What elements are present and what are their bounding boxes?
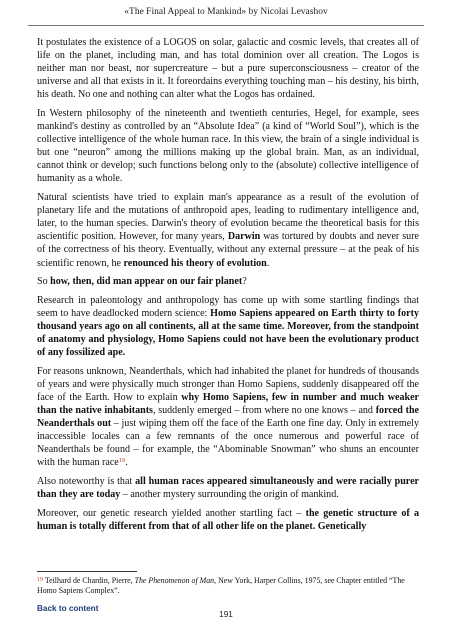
body-text	[37, 36, 419, 538]
paragraph-text: .	[266, 257, 270, 269]
body-paragraph	[37, 294, 419, 359]
running-header: «The Final Appeal to Mankind» by Nicolai Levashov	[124, 7, 328, 17]
paragraph-text: .	[125, 457, 128, 469]
paragraph-text: – just wiping them off the face of the Earth one fine day. Only in extremely inaccessible locales can a few remnants of the once numerous and powerful race of Neanderthals be found – for example, the “Abominable Snowman” who shuns an encounter with the human race	[37, 418, 419, 469]
footnote-book-title: The Phenomenon of Man	[134, 576, 215, 585]
header-divider	[28, 25, 424, 26]
paragraph-text: Research in paleontology and anthropology has come up with some startling findings that seem to have deadlocked modern science:	[37, 294, 419, 319]
paragraph-text: Also noteworthy is that	[37, 475, 136, 487]
body-paragraph	[37, 275, 419, 288]
page-number: 191	[219, 610, 233, 619]
emphasized-text: why Homo Sapiens, few in number and much weaker than the native inhabitants	[37, 391, 420, 416]
paragraph-text: Moreover, our genetic research yielded another startling fact –	[37, 507, 306, 519]
footnote-text-before: Teilhard de Chardin, Pierre,	[43, 576, 135, 585]
emphasized-text: Homo Sapiens appeared on Earth thirty to forty thousand years ago on all continents, all at the same time. Moreover, from the standpoint of anatomy and physiology, Homo Sapiens could not have been the evolutionary product of any fossilized ape.	[37, 307, 419, 359]
body-paragraph	[37, 365, 419, 470]
emphasized-text: renounced his theory of evolution	[123, 257, 267, 269]
footnote-text-after: , New York, Harper Collins, 1975, see Chapter entitled “The Homo Sapiens Complex”.	[37, 576, 405, 595]
body-paragraph	[37, 507, 419, 533]
footnote-mark: 19	[37, 577, 43, 583]
body-paragraph	[37, 36, 419, 101]
emphasized-text: how, then, did man appear on our fair planet	[50, 276, 243, 288]
emphasized-text: forced the Neanderthals out	[37, 404, 419, 430]
body-paragraph	[37, 191, 419, 270]
paragraph-text: was tortured by doubts and never sure of the correctness of his theory. Eventually, without any external pressure – at the peak of his scientific renown, he	[37, 231, 419, 269]
footnote-reference[interactable]: 19	[118, 457, 126, 465]
paragraph-text: , suddenly emerged – from where no one knows – and	[152, 404, 376, 416]
emphasized-text: the genetic structure of a human is totally different from that of all other life on the planet. Genetically	[37, 507, 420, 532]
paragraph-text: Natural scientists have tried to explain man's appearance as a result of the evolution of planetary life and the mutations of anthropoid apes, leading to rudimentary intelligence and, later, to the human species. Darwin's theory of evolution became the theoretical basis for this ascientific position. However, for many years,	[37, 192, 419, 243]
paragraph-text: So	[37, 276, 51, 288]
footnote	[37, 575, 419, 596]
body-paragraph	[37, 475, 419, 501]
emphasized-text: Darwin	[227, 231, 261, 243]
footnote-divider	[37, 571, 137, 572]
paragraph-text: In Western philosophy of the nineteenth and twentieth centuries, Hegel, for example, sees mankind's destiny as controlled by an “Absolute Idea” (a kind of “World Soul”), which is the collective intelligence of the whole human race. In this view, the brain of a single individual is but one “neuron” among the millions making up the global brain. Man, as an individual, cannot think or develop; such functions belong only to the (absolute) collective intelligence of humanity as a whole.	[37, 107, 419, 185]
paragraph-text: ?	[242, 276, 247, 288]
body-paragraph	[37, 107, 419, 186]
paragraph-text: For reasons unknown, Neanderthals, which had inhabited the planet for hundreds of thousands of years and were physically much stronger than Homo Sapiens, suddenly disappeared off the face of the Earth. How to explain	[37, 365, 419, 403]
back-to-content-link[interactable]: Back to content	[37, 604, 99, 613]
paragraph-text: – another mystery surrounding the origin of mankind.	[120, 489, 339, 500]
paragraph-text: It postulates the existence of a LOGOS on solar, galactic and cosmic levels, that creates all of life on the planet, including man, and has total dominion over all creation. The Logos is neither man nor beast, nor supercreature – but a pure superconsciousness – creator of the universe and all that exists in it. It foreordains everything touching man – his destiny, his birth, his death. No one and nothing can alter what the Logos has ordained.	[37, 37, 419, 101]
emphasized-text: all human races appeared simultaneously and were racially purer than they are today	[37, 475, 419, 500]
